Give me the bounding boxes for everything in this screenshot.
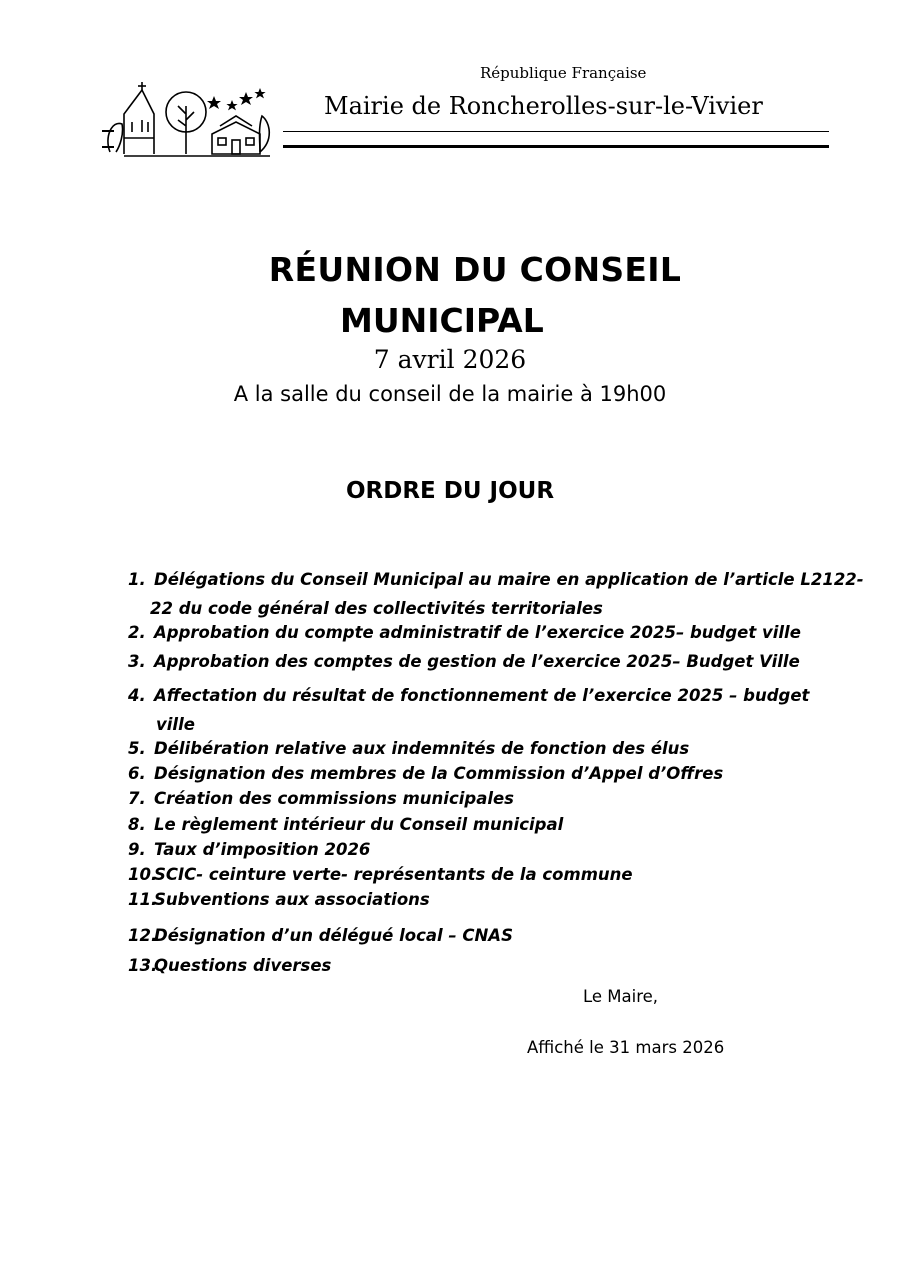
agenda-item-5 [128,739,823,758]
agenda-item-number: 3. [128,652,146,671]
mayor-signature: Le Maire, [583,987,659,1006]
agenda-item-number: 8. [128,815,146,834]
header-rule-left-bottom [102,146,114,148]
agenda-item-text: Questions diverses [154,956,332,975]
agenda-item-number: 4. [128,686,146,705]
agenda-item-10 [128,865,823,884]
meeting-place: A la salle du conseil de la mairie à 19h00 [233,382,667,406]
meeting-title-line1-text: RÉUNION DU CONSEIL [268,250,682,289]
agenda-item-number: 12. [128,926,158,945]
agenda-item-text: SCIC- ceinture verte- représentants de la commune [154,865,633,884]
meeting-title-line2: MUNICIPAL [340,301,544,340]
agenda-item-number: 10. [128,865,158,884]
agenda-item-13 [128,956,823,975]
agenda-heading: ORDRE DU JOUR [345,478,555,504]
agenda-item-8 [128,815,823,834]
meeting-date-text: 7 avril 2026 [373,345,527,374]
agenda-item-text-continued: 22 du code général des collectivités territoriales [150,599,603,618]
agenda-item-6 [128,764,823,783]
agenda-item-text: Création des commissions municipales [154,789,515,808]
agenda-item-text: Délégations du Conseil Municipal au maire en application de l’article L2122- [154,570,864,589]
agenda-item-text: Le règlement intérieur du Conseil municipal [154,815,564,834]
agenda-item-text: Approbation du compte administratif de l’exercice 2025– budget ville [154,623,801,642]
header-rule-bottom [283,145,829,148]
agenda-item-1 [128,565,864,623]
republic-label: République Française [480,64,647,82]
agenda-item-number: 1. [128,570,146,589]
posted-date: Affiché le 31 mars 2026 [527,1038,725,1057]
agenda-item-number: 2. [128,623,146,642]
agenda-item-number: 5. [128,739,146,758]
agenda-item-number: 13. [128,956,158,975]
mairie-name: Mairie de Roncherolles-sur-le-Vivier [324,92,763,120]
agenda-item-12 [128,926,823,945]
village-logo-icon [102,82,272,158]
header-rule-top [283,131,829,132]
agenda-item-3 [128,652,823,671]
agenda-item-text: Subventions aux associations [154,890,430,909]
agenda-item-7 [128,789,823,808]
agenda-item-number: 11. [128,890,158,909]
header-rule-left-top [102,130,114,132]
meeting-date [0,345,900,374]
agenda-item-number: 7. [128,789,146,808]
agenda-item-text: Taux d’imposition 2026 [154,840,371,859]
agenda-item-text: Approbation des comptes de gestion de l’exercice 2025– Budget Ville [154,652,800,671]
agenda-item-number: 6. [128,764,146,783]
agenda-item-2 [128,623,823,642]
agenda-item-text: Délibération relative aux indemnités de fonction des élus [154,739,690,758]
agenda-item-text: Désignation d’un délégué local – CNAS [154,926,513,945]
agenda-item-11 [128,890,823,909]
agenda-item-4 [128,681,823,739]
agenda-item-text-continued: ville [156,715,195,734]
meeting-title-line1 [0,250,900,289]
agenda-item-number: 9. [128,840,146,859]
agenda-item-text: Affectation du résultat de fonctionnement de l’exercice 2025 – budget [154,686,810,705]
agenda-item-text: Désignation des membres de la Commission d’Appel d’Offres [154,764,724,783]
agenda-item-9 [128,840,823,859]
